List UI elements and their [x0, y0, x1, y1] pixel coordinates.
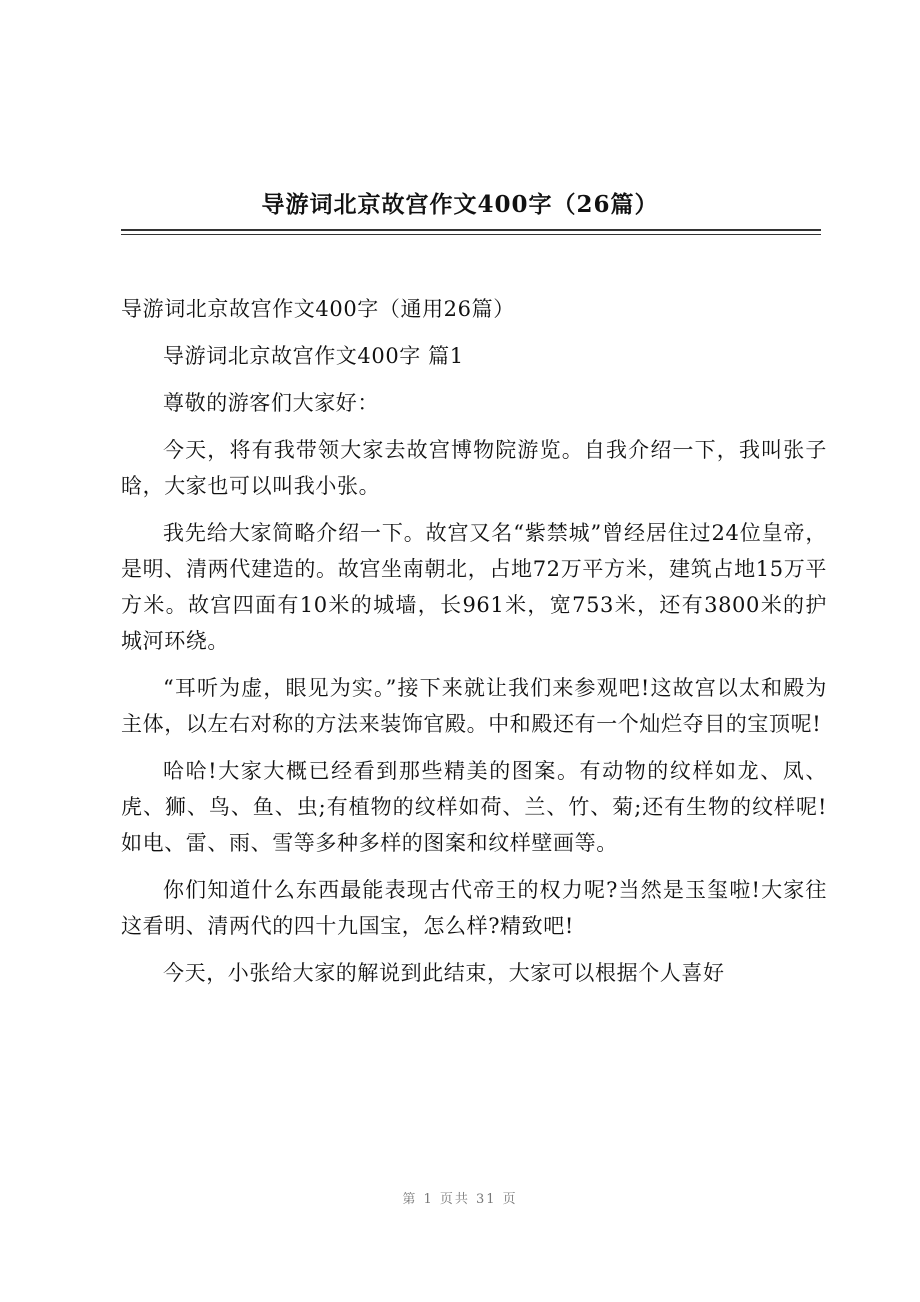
section-heading: 导游词北京故宫作文400字 篇1 — [163, 344, 464, 368]
body-paragraph: “耳听为虚，眼见为实。”接下来就让我们来参观吧!这故宫以太和殿为主体，以左右对称的方法来装饰官殿。中和殿还有一个灿烂夺目的宝顶呢! — [121, 676, 827, 736]
body-paragraph: 哈哈!大家大概已经看到那些精美的图案。有动物的纹样如龙、凤、虎、狮、鸟、鱼、虫;有植物的纹样如荷、兰、竹、菊;还有生物的纹样呢!如电、雷、雨、雪等多种多样的图案和纹样壁画等。 — [121, 759, 827, 855]
title-divider-thin — [121, 234, 821, 235]
subtitle-paragraph: 导游词北京故宫作文400字（通用26篇） — [121, 297, 515, 321]
body-paragraph: 今天，将有我带领大家去故宫博物院游览。自我介绍一下，我叫张子晗，大家也可以叫我小张。 — [121, 438, 827, 498]
title-divider-thick — [121, 229, 821, 231]
document-body — [121, 291, 827, 1002]
body-paragraph: 我先给大家简略介绍一下。故宫又名“紫禁城”曾经居住过24位皇帝，是明、清两代建造的。故宫坐南朝北，占地72万平方米，建筑占地15万平方米。故宫四面有10米的城墙，长961米，宽753米，还有3800米的护城河环绕。 — [121, 521, 827, 653]
document-title: 导游词北京故宫作文400字（26篇） — [261, 191, 659, 218]
page-footer: 第 1 页共 31 页 — [402, 1192, 518, 1207]
body-paragraph: 今天，小张给大家的解说到此结束，大家可以根据个人喜好 — [163, 961, 725, 985]
greeting-paragraph: 尊敬的游客们大家好： — [163, 391, 379, 415]
body-paragraph: 你们知道什么东西最能表现古代帝王的权力呢?当然是玉玺啦!大家往这看明、清两代的四十九国宝，怎么样?精致吧! — [121, 878, 827, 938]
